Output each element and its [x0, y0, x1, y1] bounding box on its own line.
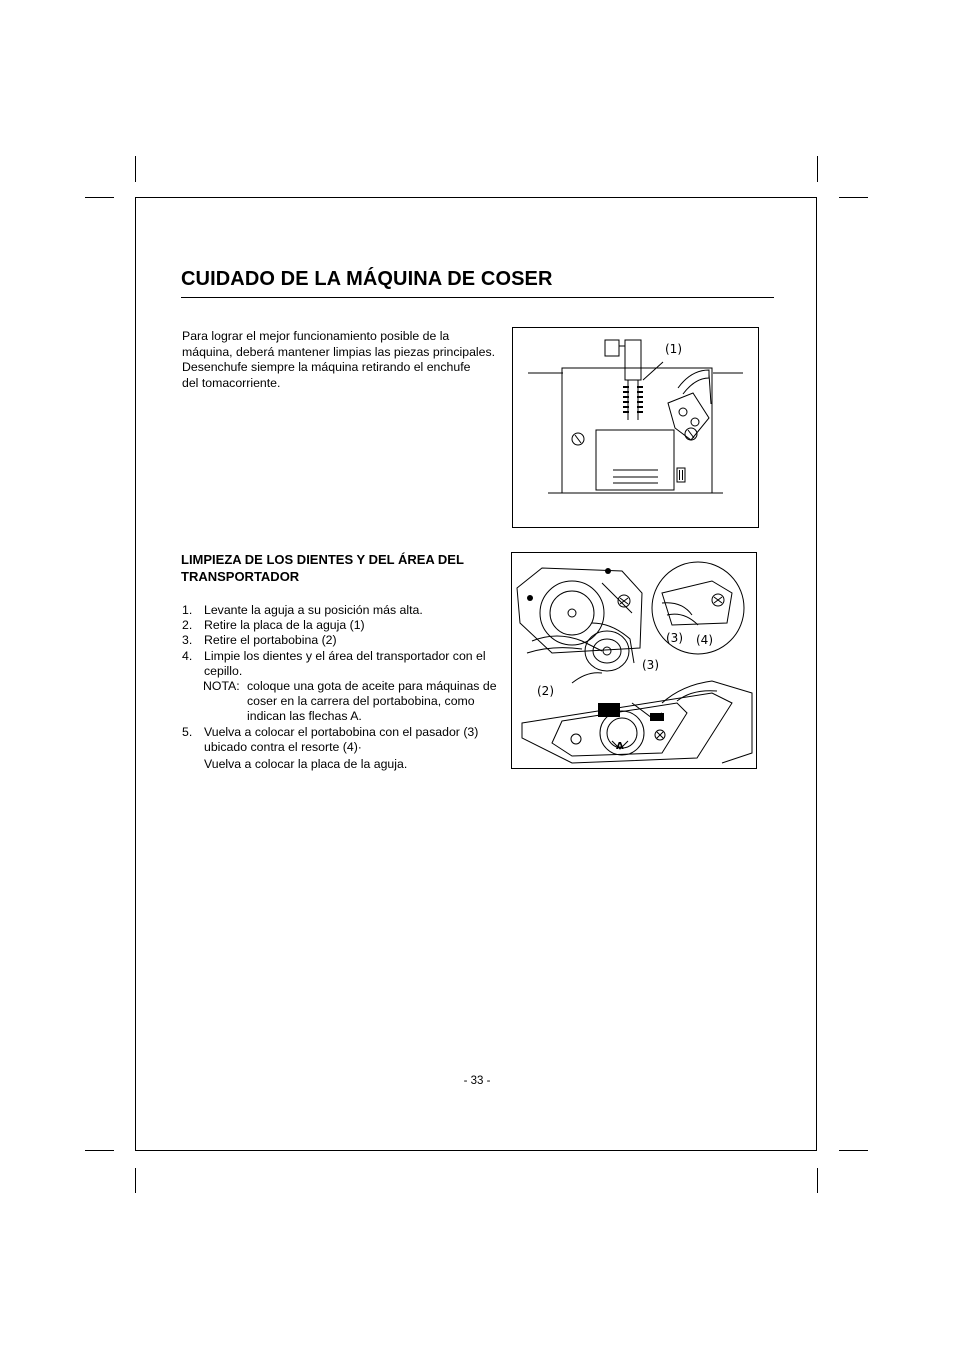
subsection-title-line: TRANSPORTADOR	[181, 568, 300, 584]
part-label-3: (3)	[642, 658, 659, 672]
page-number: - 33 -	[463, 1075, 491, 1087]
step-text: Retire el portabobina (2)	[204, 633, 337, 648]
step-text: cepillo.	[204, 663, 243, 678]
intro-line: del tomacorriente.	[182, 375, 281, 390]
feed-dog-cleaning-drawing	[512, 553, 758, 770]
part-label-3: (3)	[666, 631, 683, 645]
crop-mark	[817, 1168, 818, 1193]
crop-mark	[817, 156, 818, 182]
needle-plate-drawing	[513, 328, 760, 529]
note-text: coser en la carrera del portabobina, como	[247, 694, 475, 709]
part-label-2: (2)	[537, 684, 554, 698]
note-text: indican las flechas A.	[247, 709, 362, 724]
subsection-title-line: LIMPIEZA DE LOS DIENTES Y DEL ÁREA DEL	[181, 552, 464, 567]
intro-line: Desenchufe siempre la máquina retirando el enchufe	[182, 360, 471, 374]
crop-mark	[85, 197, 114, 198]
step-text: Levante la aguja a su posición más alta.	[204, 603, 423, 617]
closing-instruction	[182, 757, 512, 772]
step-text: Vuelva a colocar el portabobina con el pasador (3)	[204, 724, 479, 739]
crop-mark	[839, 1150, 868, 1151]
step-number: 1.	[182, 603, 193, 617]
list-item	[182, 725, 512, 755]
step-text: ubicado contra el resorte (4)·	[204, 739, 362, 754]
crop-mark	[85, 1150, 114, 1151]
step-text: Limpie los dientes y el área del transportador con el	[204, 648, 486, 663]
step-text: Retire la placa de la aguja (1)	[204, 618, 365, 633]
part-label-1: (1)	[665, 342, 682, 356]
list-item	[182, 649, 512, 679]
cleaning-steps-list	[182, 603, 512, 772]
arrow-label-a: A	[616, 741, 624, 752]
section-title: CUIDADO DE LA MÁQUINA DE COSER	[181, 268, 553, 290]
title-underline	[181, 297, 774, 298]
note-item	[182, 679, 512, 725]
feed-dog-cleaning-illustration	[511, 552, 757, 769]
list-item	[182, 633, 512, 648]
intro-paragraph	[182, 329, 517, 391]
step-number: 2.	[182, 618, 193, 633]
crop-mark	[839, 197, 868, 198]
step-number: 5.	[182, 724, 193, 739]
list-item	[182, 618, 512, 633]
intro-line: Para lograr el mejor funcionamiento posible de la	[182, 329, 450, 343]
step-number: 3.	[182, 633, 193, 648]
step-text: Vuelva a colocar la placa de la aguja.	[204, 757, 408, 772]
part-label-4: (4)	[696, 633, 713, 647]
note-label: NOTA:	[203, 679, 240, 694]
crop-mark	[135, 1168, 136, 1193]
intro-line: máquina, deberá mantener limpias las piezas principales.	[182, 344, 496, 359]
subsection-title	[181, 552, 501, 585]
list-item	[182, 603, 512, 618]
step-number: 4.	[182, 648, 193, 663]
needle-plate-illustration	[512, 327, 759, 528]
note-text: coloque una gota de aceite para máquinas de	[247, 679, 497, 694]
crop-mark	[135, 156, 136, 182]
